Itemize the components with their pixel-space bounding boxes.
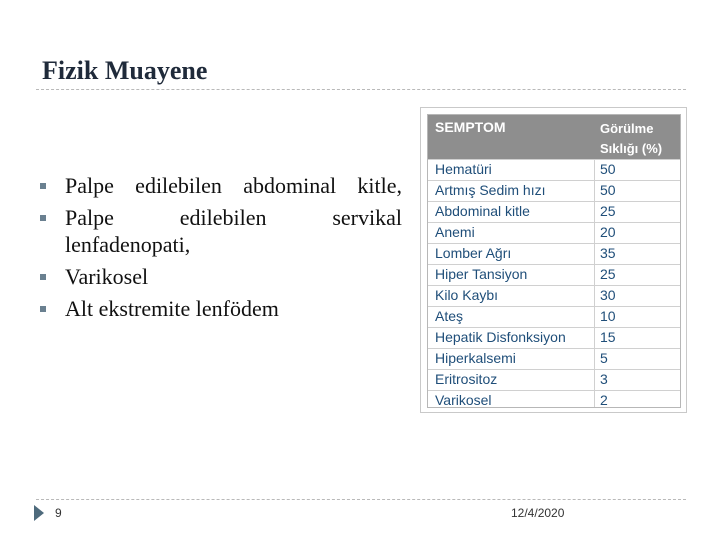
- frequency-cell: 30: [600, 287, 616, 303]
- square-bullet-icon: [40, 183, 46, 189]
- bullet-item: Palpe edilebilen servikal lenfadenopati,: [40, 204, 402, 258]
- table-body: [428, 159, 680, 408]
- bullet-item: Alt ekstremite lenfödem: [40, 295, 402, 322]
- column-separator: [594, 370, 595, 390]
- symptom-cell: Ateş: [435, 308, 464, 324]
- footer-divider: [36, 499, 686, 500]
- column-separator: [594, 181, 595, 201]
- symptom-cell: Eritrositoz: [435, 371, 498, 387]
- bullet-item: Varikosel: [40, 263, 402, 290]
- bullet-list: [40, 172, 402, 327]
- column-separator: [594, 160, 595, 180]
- table-row: [428, 369, 680, 390]
- frequency-cell: 20: [600, 224, 616, 240]
- table-row: [428, 243, 680, 264]
- frequency-cell: 50: [600, 161, 616, 177]
- symptom-cell: Lomber Ağrı: [435, 245, 512, 261]
- column-separator: [594, 202, 595, 222]
- table-row: [428, 180, 680, 201]
- square-bullet-icon: [40, 306, 46, 312]
- header-symptom: SEMPTOM: [435, 119, 506, 135]
- symptom-cell: Kilo Kaybı: [435, 287, 499, 303]
- title-divider: [36, 89, 686, 90]
- frequency-cell: 50: [600, 182, 616, 198]
- column-separator: [594, 328, 595, 348]
- symptom-cell: Hiper Tansiyon: [435, 266, 528, 282]
- footer-date: 12/4/2020: [511, 506, 565, 520]
- table-row: [428, 327, 680, 348]
- table-row: [428, 264, 680, 285]
- column-separator: [594, 391, 595, 408]
- symptom-table: [427, 114, 681, 408]
- symptom-cell: Artmış Sedim hızı: [435, 182, 546, 198]
- column-separator: [594, 223, 595, 243]
- column-separator: [594, 307, 595, 327]
- header-frequency: Görülme Sıklığı (%): [600, 121, 663, 156]
- symptom-cell: Hiperkalsemi: [435, 350, 516, 366]
- column-separator: [594, 244, 595, 264]
- table-row: [428, 306, 680, 327]
- table-row: [428, 390, 680, 408]
- symptom-table-image: [420, 107, 687, 413]
- table-row: [428, 201, 680, 222]
- slide-title: Fizik Muayene: [42, 56, 208, 85]
- frequency-cell: 5: [600, 350, 608, 366]
- symptom-cell: Abdominal kitle: [435, 203, 530, 219]
- symptom-cell: Varikosel: [435, 392, 492, 408]
- table-row: [428, 222, 680, 243]
- frequency-cell: 25: [600, 266, 616, 282]
- table-row: [428, 159, 680, 180]
- bullet-item: Palpe edilebilen abdominal kitle,: [40, 172, 402, 199]
- table-header: [428, 115, 680, 159]
- frequency-cell: 15: [600, 329, 616, 345]
- square-bullet-icon: [40, 215, 46, 221]
- square-bullet-icon: [40, 274, 46, 280]
- symptom-cell: Hematüri: [435, 161, 492, 177]
- frequency-cell: 3: [600, 371, 608, 387]
- column-separator: [594, 265, 595, 285]
- table-row: [428, 348, 680, 369]
- symptom-cell: Anemi: [435, 224, 475, 240]
- symptom-cell: Hepatik Disfonksiyon: [435, 329, 566, 345]
- frequency-cell: 2: [600, 392, 608, 408]
- frequency-cell: 35: [600, 245, 616, 261]
- column-separator: [594, 349, 595, 369]
- frequency-cell: 25: [600, 203, 616, 219]
- table-row: [428, 285, 680, 306]
- column-separator: [594, 286, 595, 306]
- frequency-cell: 10: [600, 308, 616, 324]
- page-number: 9: [55, 506, 62, 520]
- triangle-arrow-icon: [34, 505, 44, 521]
